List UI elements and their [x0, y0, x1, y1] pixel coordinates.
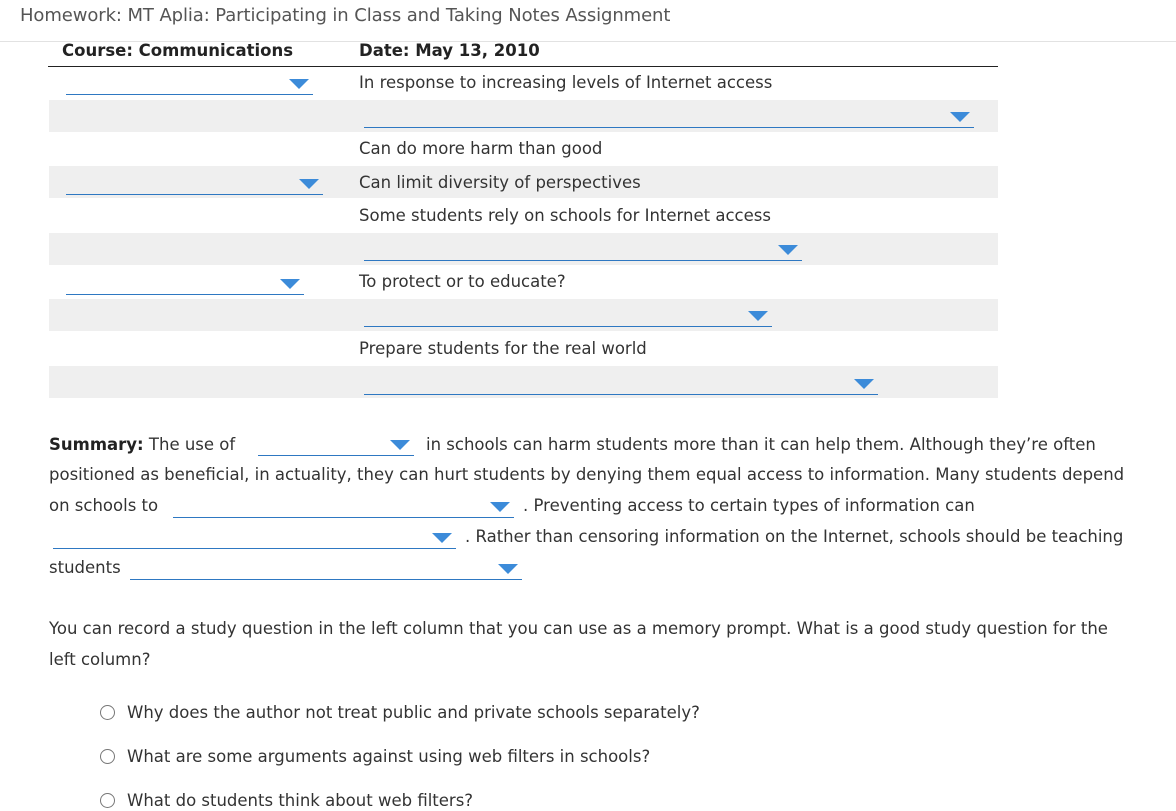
note-text-7: To protect or to educate?	[359, 272, 566, 291]
note-dropdown-10[interactable]	[364, 374, 878, 395]
chevron-down-icon	[778, 245, 798, 255]
summary-line-4: . Rather than censoring information on the Internet, schools should be teaching	[465, 527, 1124, 546]
chevron-down-icon	[854, 379, 874, 389]
chevron-down-icon	[490, 502, 510, 512]
summary-dropdown-4[interactable]	[130, 559, 522, 580]
radio-option-1[interactable]	[100, 705, 115, 720]
question-line-2: left column?	[49, 650, 151, 669]
summary-line-5: students	[49, 558, 121, 577]
chevron-down-icon	[280, 279, 300, 289]
radio-option-3[interactable]	[100, 793, 115, 808]
cue-dropdown-2[interactable]	[66, 174, 323, 195]
note-text-9: Prepare students for the real world	[359, 339, 647, 358]
note-dropdown-6[interactable]	[364, 240, 802, 261]
course-label: Course: Communications	[62, 41, 294, 60]
table-rule	[48, 66, 998, 67]
summary-dropdown-3[interactable]	[53, 528, 456, 549]
page-title: Homework: MT Aplia: Participating in Class and Taking Notes Assignment	[20, 5, 671, 26]
chevron-down-icon	[299, 179, 319, 189]
note-text-4: Can limit diversity of perspectives	[359, 173, 641, 192]
option-label-1: Why does the author not treat public and private schools separately?	[127, 703, 700, 722]
radio-option-2[interactable]	[100, 749, 115, 764]
chevron-down-icon	[289, 79, 309, 89]
note-dropdown-8[interactable]	[364, 306, 772, 327]
date-label: Date: May 13, 2010	[359, 41, 540, 60]
cue-dropdown-3[interactable]	[66, 274, 304, 295]
chevron-down-icon	[390, 440, 410, 450]
note-text-3: Can do more harm than good	[359, 139, 603, 158]
summary-line-1b: in schools can harm students more than it can help them. Although they’re often	[426, 435, 1096, 454]
page-header	[0, 0, 1176, 42]
question-line-1: You can record a study question in the left column that you can use as a memory prompt. What is a good study question for the	[49, 619, 1108, 638]
chevron-down-icon	[498, 564, 518, 574]
option-label-3: What do students think about web filters?	[127, 791, 474, 810]
cue-dropdown-1[interactable]	[66, 74, 313, 95]
option-label-2: What are some arguments against using web filters in schools?	[127, 747, 651, 766]
chevron-down-icon	[748, 311, 768, 321]
summary-line-3a: on schools to	[49, 496, 159, 515]
note-dropdown-2[interactable]	[364, 107, 974, 128]
summary-dropdown-1[interactable]	[258, 435, 414, 456]
note-text-5: Some students rely on schools for Internet access	[359, 206, 771, 225]
note-text-1: In response to increasing levels of Internet access	[359, 73, 773, 92]
summary-dropdown-2[interactable]	[173, 497, 514, 518]
summary-line-3b: . Preventing access to certain types of information can	[523, 496, 975, 515]
summary-line-2: positioned as beneficial, in actuality, they can hurt students by denying them equal access to information. Many students depend	[49, 465, 1125, 484]
summary-label: Summary:	[49, 435, 144, 454]
summary-line-1a: Summary: The use of	[49, 435, 236, 454]
chevron-down-icon	[432, 533, 452, 543]
chevron-down-icon	[950, 112, 970, 122]
